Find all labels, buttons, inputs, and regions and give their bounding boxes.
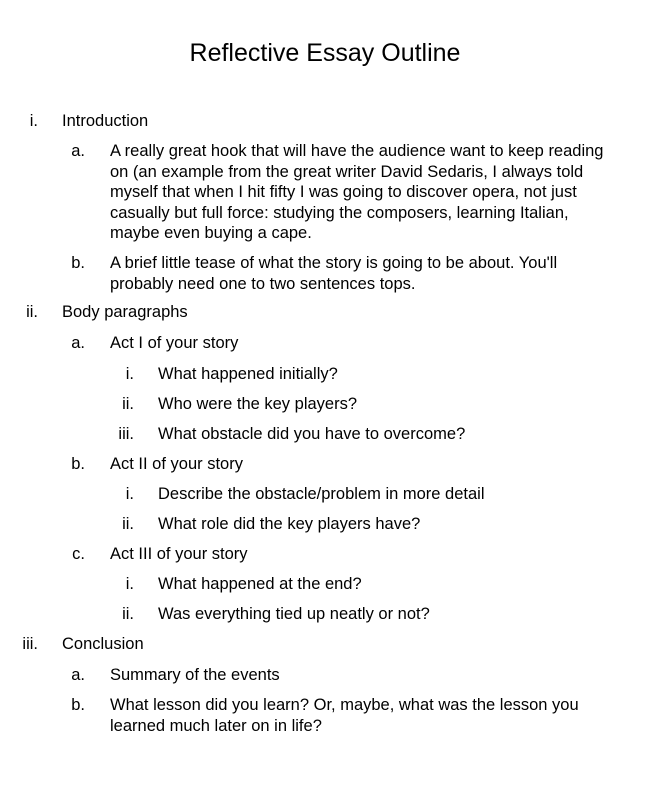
- text-line: myself that when I hit fifty I was going to discover opera, not just: [110, 183, 577, 201]
- item-marker: c.: [72, 545, 85, 563]
- item-text: [110, 141, 604, 244]
- item-text: Act III of your story: [110, 545, 248, 563]
- sub-item-text: What happened initially?: [158, 365, 338, 383]
- sub-item-text: What happened at the end?: [158, 575, 362, 593]
- text-line: casually but full force: studying the composers, learning Italian,: [110, 203, 569, 222]
- sub-item-text: Describe the obstacle/problem in more detail: [158, 485, 485, 503]
- text-line: maybe even buying a cape.: [110, 224, 312, 242]
- sub-item-text: Was everything tied up neatly or not?: [158, 605, 430, 623]
- text-line: A brief little tease of what the story is going to be about. You'll: [110, 254, 558, 272]
- section-heading: Conclusion: [62, 635, 144, 653]
- section-marker: i.: [29, 112, 38, 130]
- sub-item-marker: ii.: [122, 515, 134, 533]
- item-text: Act I of your story: [110, 334, 239, 352]
- text-line: probably need one to two sentences tops.: [110, 274, 416, 293]
- text-line: on (an example from the great writer David Sedaris, I always told: [110, 162, 584, 181]
- item-text: Summary of the events: [110, 666, 280, 684]
- item-text: [110, 695, 579, 736]
- sub-item-marker: ii.: [122, 395, 134, 413]
- section-marker: iii.: [22, 635, 38, 653]
- sub-item-text: What obstacle did you have to overcome?: [158, 425, 466, 443]
- section-heading: Introduction: [62, 112, 149, 130]
- item-marker: a.: [71, 142, 85, 160]
- text-line: A really great hook that will have the audience want to keep reading: [110, 142, 604, 160]
- sub-item-marker: i.: [125, 365, 134, 383]
- item-marker: b.: [71, 254, 85, 272]
- sub-item-text: Who were the key players?: [158, 395, 358, 413]
- sub-item-text: What role did the key players have?: [158, 515, 421, 533]
- sub-item-marker: i.: [125, 575, 134, 593]
- text-line: learned much later on in life?: [110, 716, 322, 735]
- item-marker: b.: [71, 696, 85, 714]
- sub-item-marker: iii.: [118, 425, 134, 443]
- sub-item-marker: ii.: [122, 605, 134, 623]
- section-marker: ii.: [26, 303, 38, 321]
- item-text: [110, 253, 557, 294]
- item-marker: a.: [71, 666, 85, 684]
- item-marker: b.: [71, 455, 85, 473]
- page-title: Reflective Essay Outline: [189, 39, 461, 67]
- item-text: Act II of your story: [110, 455, 243, 473]
- section-heading: Body paragraphs: [62, 303, 188, 321]
- item-marker: a.: [71, 334, 85, 352]
- text-line: What lesson did you learn? Or, maybe, what was the lesson you: [110, 696, 579, 714]
- sub-item-marker: i.: [125, 485, 134, 503]
